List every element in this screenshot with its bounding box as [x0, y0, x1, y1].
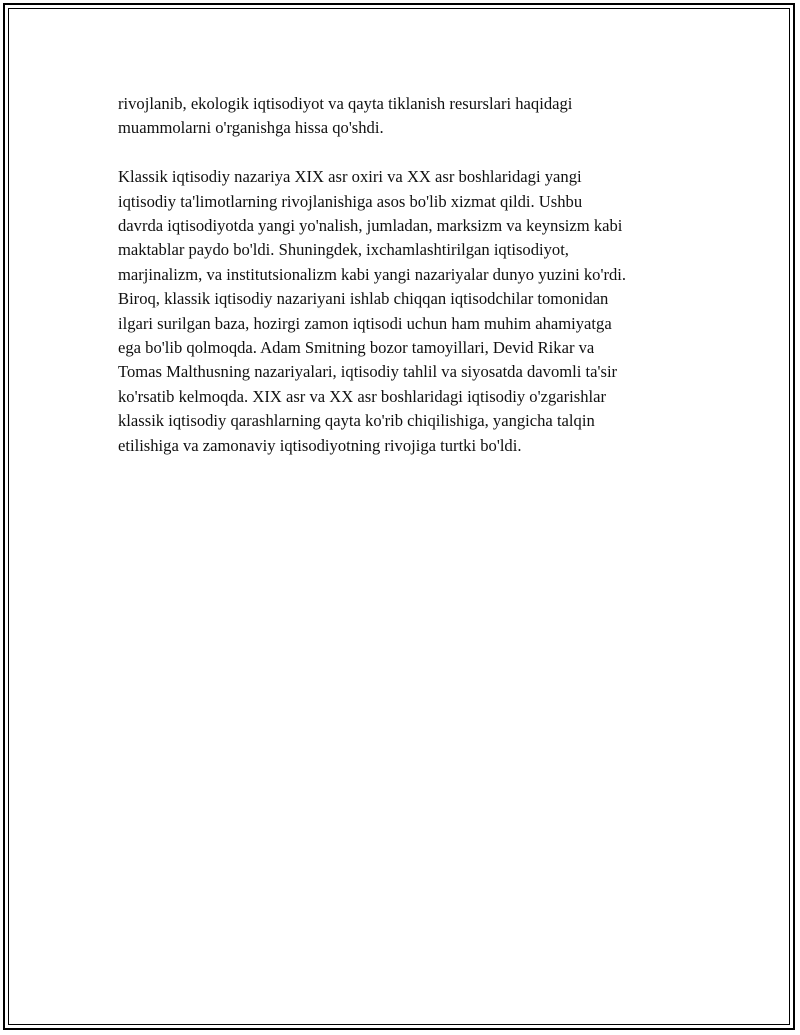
paragraph-line: davrda iqtisodiyotda yangi yo'nalish, jumladan, marksizm va keynsizm kabi — [118, 216, 623, 236]
paragraph-line: klassik iqtisodiy qarashlarning qayta ko'rib chiqilishiga, yangicha talqin — [118, 411, 595, 431]
paragraph-line: Tomas Malthusning nazariyalari, iqtisodiy tahlil va siyosatda davomli ta'sir — [118, 362, 618, 382]
paragraph-line: rivojlanib, ekologik iqtisodiyot va qayta tiklanish resurslari haqidagi — [118, 94, 573, 113]
paragraph-line: etilishiga va zamonaviy iqtisodiyotning rivojiga turtki bo'ldi. — [118, 435, 522, 455]
paragraph-line: iqtisodiy ta'limotlarning rivojlanishiga asos bo'lib xizmat qildi. Ushbu — [118, 191, 583, 211]
document-body — [118, 92, 698, 482]
paragraph-2 — [118, 165, 698, 458]
paragraph-line: ega bo'lib qolmoqda. Adam Smitning bozor tamoyillari, Devid Rikar va — [118, 338, 595, 358]
paragraph-line: ko'rsatib kelmoqda. XIX asr va XX asr boshlaridagi iqtisodiy o'zgarishlar — [118, 386, 607, 406]
paragraph-line: Biroq, klassik iqtisodiy nazariyani ishlab chiqqan iqtisodchilar tomonidan — [118, 289, 609, 309]
paragraph-1 — [118, 92, 698, 141]
paragraph-line: muammolarni o'rganishga hissa qo'shdi. — [118, 118, 384, 138]
paragraph-line: marjinalizm, va institutsionalizm kabi yangi nazariyalar dunyo yuzini ko'rdi. — [118, 264, 627, 284]
paragraph-line: maktablar paydo bo'ldi. Shuningdek, ixchamlashtirilgan iqtisodiyot, — [118, 240, 569, 260]
paragraph-line: ilgari surilgan baza, hozirgi zamon iqtisodi uchun ham muhim ahamiyatga — [118, 313, 612, 333]
paragraph-line: Klassik iqtisodiy nazariya XIX asr oxiri va XX asr boshlaridagi yangi — [118, 167, 582, 187]
